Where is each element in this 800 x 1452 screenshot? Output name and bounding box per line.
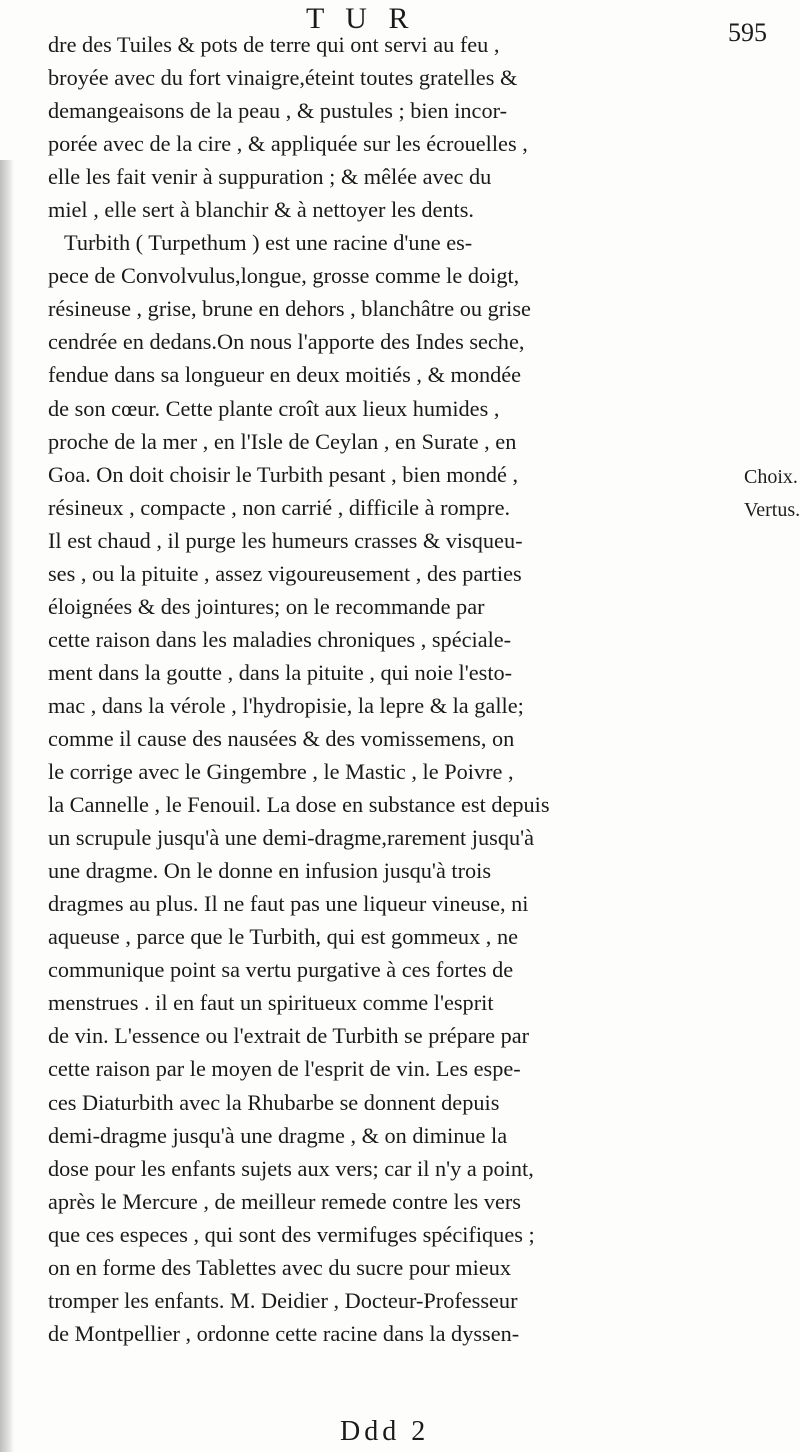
text-line: le corrige avec le Gingembre , le Mastic , le Poivre , <box>48 759 514 785</box>
text-line: éloignées & des jointures; on le recommande par <box>48 593 485 619</box>
text-line: proche de la mer , en l'Isle de Ceylan , en Surate , en <box>48 428 517 454</box>
text-line: pece de Convolvulus,longue, grosse comme le doigt, <box>48 263 520 289</box>
text-line: mac , dans la vérole , l'hydropisie, la lepre & la galle; <box>48 692 524 718</box>
text-line: comme il cause des nausées & des vomissemens, on <box>48 725 515 751</box>
margin-note-vertus: Vertus. <box>744 499 800 521</box>
text-line: aqueuse , parce que le Turbith, qui est gommeux , ne <box>48 924 518 950</box>
text-line: ment dans la goutte , dans la pituite , qui noie l'esto- <box>48 659 513 685</box>
text-line: résineuse , grise, brune en dehors , blanchâtre ou grise <box>48 296 531 322</box>
text-line: résineux , compacte , non carrié , difficile à rompre. <box>48 494 511 520</box>
page-number: 595 <box>728 18 767 47</box>
text-line: miel , elle sert à blanchir & à nettoyer les dents. <box>48 197 474 223</box>
text-line: tromper les enfants. M. Deidier , Docteur-Professeur <box>48 1287 518 1313</box>
text-line: fendue dans sa longueur en deux moitiés , & mondée <box>48 362 522 388</box>
text-line: communique point sa vertu purgative à ces fortes de <box>48 957 514 983</box>
text-line: cette raison dans les maladies chroniques , spéciale- <box>48 626 512 652</box>
text-line: elle les fait venir à suppuration ; & mêlée avec du <box>48 164 492 190</box>
text-line: de Montpellier , ordonne cette racine dans la dyssen- <box>48 1320 520 1346</box>
printer-signature-mark: Ddd 2 <box>340 1416 430 1447</box>
text-line: porée avec de la cire , & appliquée sur les écrouelles , <box>48 131 528 157</box>
text-line: que ces especes , qui sont des vermifuges spécifiques ; <box>48 1221 535 1247</box>
entry-heading-line: Turbith ( Turpethum ) est une racine d'une es- <box>64 230 473 256</box>
text-line: de vin. L'essence ou l'extrait de Turbith se prépare par <box>48 1023 530 1049</box>
text-line: la Cannelle , le Fenouil. La dose en substance est depuis <box>48 792 550 818</box>
text-line: dragmes au plus. Il ne faut pas une liqueur vineuse, ni <box>48 891 529 917</box>
text-line: demi-dragme jusqu'à une dragme , & on diminue la <box>48 1122 508 1148</box>
page-gutter-shadow <box>0 160 14 1452</box>
text-line: de son cœur. Cette plante croît aux lieux humides , <box>48 395 500 421</box>
text-line: demangeaisons de la peau , & pustules ; bien incor- <box>48 98 507 124</box>
text-line: on en forme des Tablettes avec du sucre pour mieux <box>48 1254 512 1280</box>
text-line: cendrée en dedans.On nous l'apporte des Indes seche, <box>48 329 525 355</box>
margin-note-choix: Choix. <box>744 466 798 488</box>
text-line: cette raison par le moyen de l'esprit de vin. Les espe- <box>48 1056 521 1082</box>
text-line: une dragme. On le donne en infusion jusqu'à trois <box>48 858 492 884</box>
text-line: dre des Tuiles & pots de terre qui ont servi au feu , <box>48 32 500 57</box>
text-line: Goa. On doit choisir le Turbith pesant , bien mondé , <box>48 461 519 487</box>
text-line: un scrupule jusqu'à une demi-dragme,rarement jusqu'à <box>48 825 535 851</box>
text-line: menstrues . il en faut un spiritueux comme l'esprit <box>48 990 494 1016</box>
text-line: après le Mercure , de meilleur remede contre les vers <box>48 1188 521 1214</box>
text-line: ses , ou la pituite , assez vigoureusement , des parties <box>48 560 522 586</box>
running-title: T U R <box>306 2 416 35</box>
text-line: broyée avec du fort vinaigre,éteint toutes gratelles & <box>48 65 518 91</box>
text-line: dose pour les enfants sujets aux vers; car il n'y a point, <box>48 1155 534 1181</box>
body-text <box>48 28 738 1350</box>
text-line: ces Diaturbith avec la Rhubarbe se donnent depuis <box>48 1089 500 1115</box>
text-line: Il est chaud , il purge les humeurs crasses & visqueu- <box>48 527 523 553</box>
